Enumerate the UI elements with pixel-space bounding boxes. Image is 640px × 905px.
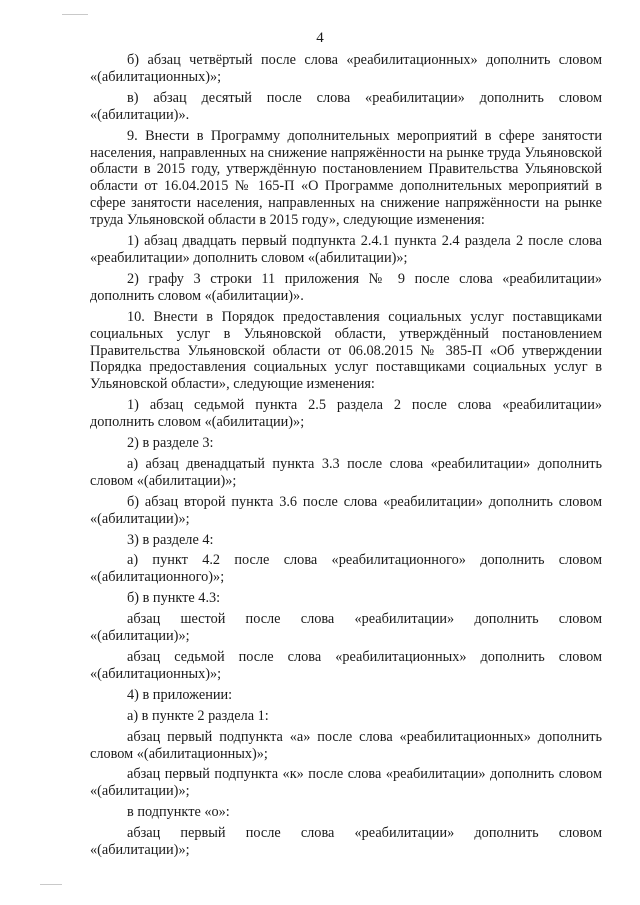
paragraph: б) абзац четвёртый после слова «реабилитационных» дополнить словом «(абилитационных)»;	[90, 52, 602, 85]
paragraph: абзац шестой после слова «реабилитации» дополнить словом «(абилитации)»;	[90, 611, 602, 645]
paragraph: б) в пункте 4.3:	[127, 590, 221, 607]
paragraph: 9. Внести в Программу дополнительных мероприятий в сфере занятости населения, направленных на снижение напряжённости на рынке труда Ульяновской области в 2015 году, утверждённую постановлением Правительства Ульяновской области от 16.04.2015 № 165-П «О Программе дополнительных мероприятий в сфере занятости населения, направленных на снижение напряжённости на рынке труда Ульяновской области в 2015 году», следующие изменения:	[90, 127, 602, 229]
paragraph: абзац первый подпункта «к» после слова «реабилитации» дополнить словом «(абилитации)»;	[90, 766, 602, 800]
paragraph: в подпункте «о»:	[127, 804, 230, 821]
paragraph: б) абзац второй пункта 3.6 после слова «реабилитации» дополнить словом «(абилитации)»;	[90, 493, 602, 527]
paragraph: абзац первый подпункта «а» после слова «реабилитационных» дополнить словом «(абилитационных)»;	[90, 728, 602, 762]
paragraph: абзац седьмой после слова «реабилитационных» дополнить словом «(абилитационных)»;	[90, 649, 602, 682]
scan-artifact-bottom-left	[40, 884, 62, 885]
paragraph: абзац первый после слова «реабилитации» дополнить словом «(абилитации)»;	[90, 825, 602, 859]
scan-artifact-top-left	[62, 14, 88, 15]
paragraph: 1) абзац двадцать первый подпункта 2.4.1 пункта 2.4 раздела 2 после слова «реабилитации» дополнить словом «(абилитации)»;	[90, 233, 602, 266]
paragraph: 2) в разделе 3:	[127, 435, 214, 452]
paragraph: а) абзац двенадцатый пункта 3.3 после слова «реабилитации» дополнить словом «(абилитации)»;	[90, 455, 602, 489]
paragraph: 3) в разделе 4:	[127, 531, 214, 548]
paragraph: а) в пункте 2 раздела 1:	[127, 707, 269, 724]
paragraph: 1) абзац седьмой пункта 2.5 раздела 2 после слова «реабилитации» дополнить словом «(абилитации)»;	[90, 397, 602, 431]
paragraph: а) пункт 4.2 после слова «реабилитационного» дополнить словом «(абилитационного)»;	[90, 552, 602, 586]
document-body	[90, 52, 602, 863]
paragraph: 2) графу 3 строки 11 приложения № 9 после слова «реабилитации» дополнить словом «(абилитации)».	[90, 270, 602, 304]
paragraph: 4) в приложении:	[127, 686, 233, 703]
page-number: 4	[316, 30, 324, 46]
paragraph: в) абзац десятый после слова «реабилитации» дополнить словом «(абилитации)».	[90, 89, 602, 123]
paragraph: 10. Внести в Порядок предоставления социальных услуг поставщиками социальных услуг в Ульяновской области, утверждённый постановлением Правительства Ульяновской области от 06.08.2015 № 385-П «Об утверждении Порядка предоставления социальных услуг поставщиками социальных услуг в Ульяновской области», следующие изменения:	[90, 308, 602, 393]
